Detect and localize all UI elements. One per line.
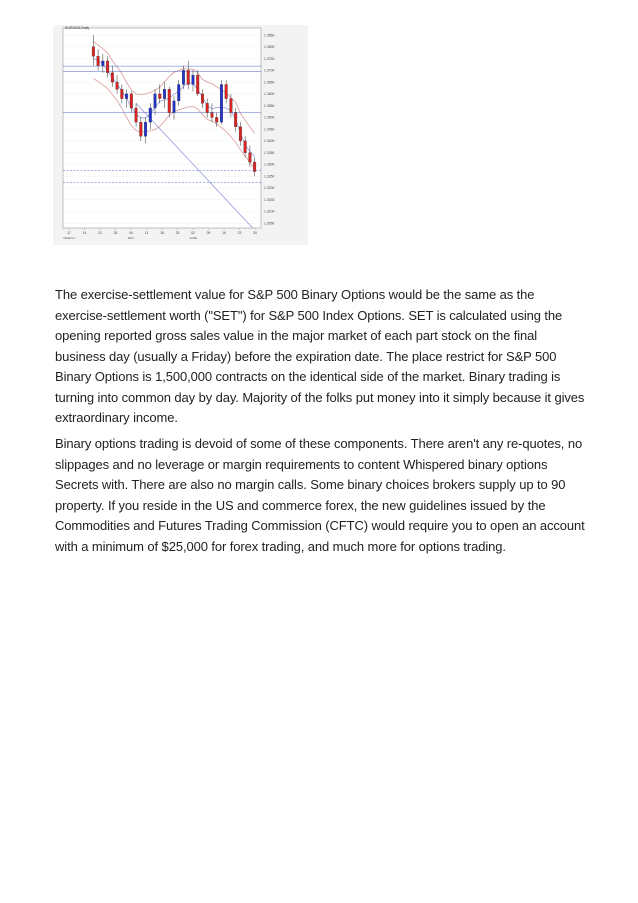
candle-body xyxy=(106,61,109,73)
candle-body xyxy=(154,94,157,108)
forex-chart xyxy=(53,25,308,245)
y-tick-label: 1.3550 xyxy=(264,103,275,108)
y-tick-label: 1.3800 xyxy=(264,45,275,50)
x-month-label: JUNE xyxy=(189,236,197,240)
y-tick-label: 1.3450 xyxy=(264,127,275,132)
x-tick-label: 21 xyxy=(98,231,102,235)
y-tick-label: 1.3300 xyxy=(264,162,275,167)
candle-body xyxy=(177,84,180,100)
candle-body xyxy=(215,117,218,122)
x-tick-label: 28 xyxy=(113,231,118,235)
candle-body xyxy=(92,47,95,56)
y-tick-label: 1.3650 xyxy=(264,80,275,85)
x-tick-label: 09 xyxy=(206,231,211,235)
candle-body xyxy=(135,108,138,122)
x-tick-label: 18 xyxy=(160,231,164,235)
x-month-label: MAY xyxy=(127,236,135,240)
chart-svg xyxy=(53,25,308,245)
candle-body xyxy=(253,162,256,171)
candle-body xyxy=(192,75,195,84)
article-paragraph-2: Binary options trading is devoid of some of these components. There aren't any re-quotes, no slippages and no leverage or margin requirements to content Whispered binary options Secrets with. There are also no margin calls. Some binary choices brokers supply up to 90 property. If you reside in the US and commerce forex, the new guidelines issued by the Commodities and Futures Trading Commission (CFTC) would require you to open an account with a minimum of $25,000 for forex trading, and much more for options trading. xyxy=(55,436,585,554)
candle-body xyxy=(144,122,147,136)
x-tick-label: 11 xyxy=(144,231,149,235)
x-tick-label: 16 xyxy=(222,231,226,235)
x-tick-label: 02 xyxy=(191,231,195,235)
candle-body xyxy=(163,89,166,98)
x-tick-label: 30 xyxy=(253,231,257,235)
candle-body xyxy=(239,127,242,141)
candle-body xyxy=(234,113,237,127)
y-tick-label: 1.3600 xyxy=(264,92,275,97)
y-tick-label: 1.3150 xyxy=(264,197,275,202)
article-paragraph-1: The exercise-settlement value for S&P 500 Binary Options would be the same as the exercise-settlement worth ("SET") for S&P 500 Index Options. SET is calculated using the opening reported gross sales value in the major market of each part stock on the final business day (usually a Friday) before the expiration date. The place restrict for S&P 500 Binary Options is 1,500,000 contracts on the identical side of the market. Binary trading is turning into common day by day. Majority of the folks put money into it simply because it gives extraordinary income. xyxy=(55,287,585,425)
candle-body xyxy=(116,82,119,89)
candle-body xyxy=(111,73,114,82)
y-tick-label: 1.3200 xyxy=(264,186,275,191)
y-tick-label: 1.3500 xyxy=(264,115,275,120)
candle-body xyxy=(249,153,252,162)
candle-body xyxy=(139,122,142,136)
x-tick-label: 25 xyxy=(175,231,180,235)
candle-body xyxy=(168,89,171,113)
x-tick-label: 23 xyxy=(237,231,242,235)
candle-body xyxy=(244,141,247,153)
candle-body xyxy=(97,56,100,65)
candle-body xyxy=(102,61,105,66)
candle-body xyxy=(173,101,176,113)
candle-body xyxy=(125,94,128,99)
candle-body xyxy=(211,113,214,118)
y-tick-label: 1.3100 xyxy=(264,209,275,214)
y-tick-label: 1.3050 xyxy=(264,221,275,226)
candle-body xyxy=(225,84,228,98)
x-tick-label: 17 xyxy=(67,231,71,235)
candle-body xyxy=(187,70,190,84)
y-tick-label: 1.3350 xyxy=(264,150,275,155)
candle-body xyxy=(158,94,161,99)
x-tick-label: 14 xyxy=(82,231,87,235)
candle-body xyxy=(201,94,204,103)
candle-body xyxy=(206,103,209,112)
candle-body xyxy=(220,84,223,122)
candle-body xyxy=(149,108,152,122)
candle-body xyxy=(130,94,133,108)
y-tick-label: 1.3850 xyxy=(264,33,275,38)
candle-body xyxy=(121,89,124,98)
y-tick-label: 1.3250 xyxy=(264,174,275,179)
x-tick-label: 04 xyxy=(129,231,133,235)
y-tick-label: 1.3750 xyxy=(264,56,275,61)
chart-title: EURUSD,Daily xyxy=(65,25,90,30)
y-tick-label: 1.3700 xyxy=(264,68,275,73)
candle-body xyxy=(230,99,233,113)
candle-body xyxy=(196,75,199,94)
x-month-label: MARCH xyxy=(63,236,75,240)
y-tick-label: 1.3400 xyxy=(264,139,275,144)
candle-body xyxy=(182,70,185,84)
